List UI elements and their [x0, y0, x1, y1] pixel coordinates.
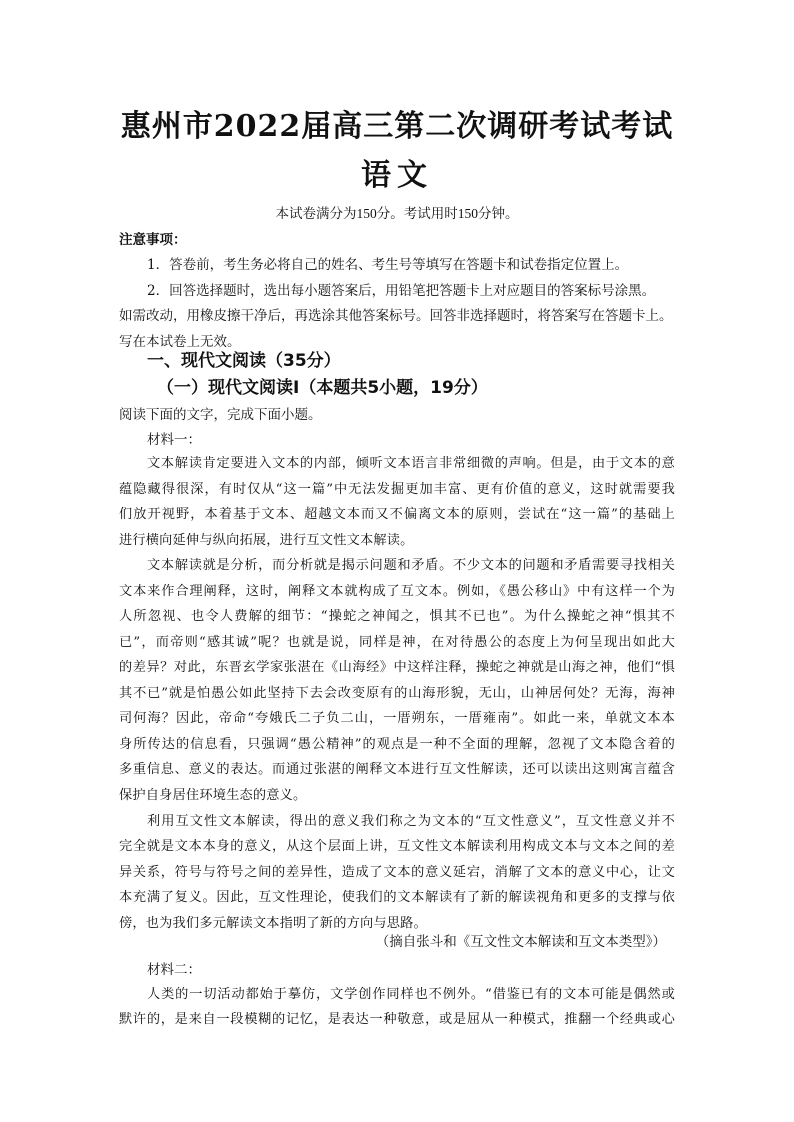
paragraph-line: 司何海？因此，帝命“夸娥氏二子负二山，一厝朔东，一厝雍南”。如此一来，单就文本本 — [119, 711, 675, 726]
paragraph-line: 身所传达的信息看，只强调“愚公精神”的观点是一种不全面的理解，忽视了文本隐含着的 — [119, 737, 675, 752]
notice-item-2-line-1: 2．回答选择题时，选出每小题答案后，用铅笔把答题卡上对应题目的答案标号涂黑。 — [147, 283, 656, 299]
exam-subject: 语文 — [361, 158, 433, 193]
paragraph-line: 本充满了复义。因此，互文性理论，使我们的文本解读有了新的解读视角和更多的支撑与依 — [119, 890, 675, 905]
subsection-heading: （一）现代文阅读Ⅰ（本题共5小题，19分） — [157, 378, 488, 398]
paragraph-line: 多重信息、意义的表达。而通过张湛的阐释文本进行互文性解读，还可以读出这则寓言蕴含 — [119, 762, 675, 777]
paragraph-line: 人所忽视、也令人费解的细节：“操蛇之神闻之，惧其不已也”。为什么操蛇之神“惧其不 — [119, 609, 675, 624]
notice-item-1: 1．答卷前，考生务必将自己的姓名、考生号等填写在答题卡和试卷指定位置上。 — [147, 257, 629, 273]
paragraph-line: 异关系，符号与符号之间的差异性，造成了文本的意义延宕，消解了文本的意义中心，让文 — [119, 865, 675, 880]
reading-instruction: 阅读下面的文字，完成下面小题。 — [119, 407, 322, 423]
paragraph-line: 完全就是文本本身的意义，从这个层面上讲，互文性文本解读利用构成文本与文本之间的差 — [119, 839, 675, 854]
paragraph-line: 保护自身居住环境生态的意义。 — [119, 788, 307, 803]
paragraph-line: 文本解读肯定要进入文本的内部，倾听文本语言非常细微的声响。但是，由于文本的意 — [147, 456, 675, 471]
paragraph-line: 傍，也为我们多元解读文本指明了新的方向与思路。 — [119, 916, 427, 931]
paragraph-line: 的差异？对此，东晋玄学家张湛在《山海经》中这样注释，操蛇之神就是山海之神，他们“惧 — [119, 660, 675, 675]
material-2-label: 材料二： — [147, 962, 201, 978]
paragraph-line: 利用互文性文本解读，得出的意义我们称之为文本的“互文性意义”，互文性意义并不 — [147, 814, 675, 829]
exam-note: 本试卷满分为150分。考试用时150分钟。 — [275, 206, 519, 221]
notice-item-2-line-3: 写在本试卷上无效。 — [119, 334, 241, 350]
paragraph-line: 们放开视野，本着基于文本、超越文本而又不偏离文本的原则，尝试在“这一篇”的基础上 — [119, 507, 675, 522]
notice-heading: 注意事项： — [119, 232, 187, 248]
paragraph-line: 文本解读就是分析，而分析就是揭示问题和矛盾。不少文本的问题和矛盾需要寻找相关 — [147, 558, 675, 573]
paragraph-line: 蕴隐藏得很深，有时仅从“这一篇”中无法发掘更加丰富、更有价值的意义，这时就需要我 — [119, 482, 675, 497]
notice-item-2-line-2: 如需改动，用橡皮擦干净后，再选涂其他答案标号。回答非选择题时，将答案写在答题卡上。 — [119, 308, 673, 324]
paragraph-line: 已”，而帝则“感其诚”呢？也就是说，同样是神，在对待愚公的态度上为何呈现出如此大 — [119, 635, 675, 650]
paragraph-line: 其不已”就是怕愚公如此坚持下去会改变原有的山海形貌，无山，山神居何处？无海，海神 — [119, 686, 675, 701]
source-citation: （摘自张斗和《互文性文本解读和互文本类型》） — [375, 934, 666, 950]
exam-title: 惠州市2022届高三第二次调研考试考试 — [120, 109, 674, 144]
paragraph-line: 进行横向延伸与纵向拓展，进行互文性文本解读。 — [119, 533, 414, 548]
paragraph-line: 人类的一切活动都始于摹仿，文学创作同样也不例外。“借鉴已有的文本可能是偶然或 — [147, 987, 675, 1002]
paragraph-line: 文本来作合理阐释，这时，阐释文本就构成了互文本。例如，《愚公移山》中有这样一个为 — [119, 584, 675, 599]
paragraph-line: 默许的，是来自一段模糊的记忆，是表达一种敬意，或是屈从一种模式，推翻一个经典或心 — [119, 1012, 675, 1027]
section-heading: 一、现代文阅读（35分） — [147, 351, 341, 371]
material-1-label: 材料一： — [147, 432, 201, 448]
